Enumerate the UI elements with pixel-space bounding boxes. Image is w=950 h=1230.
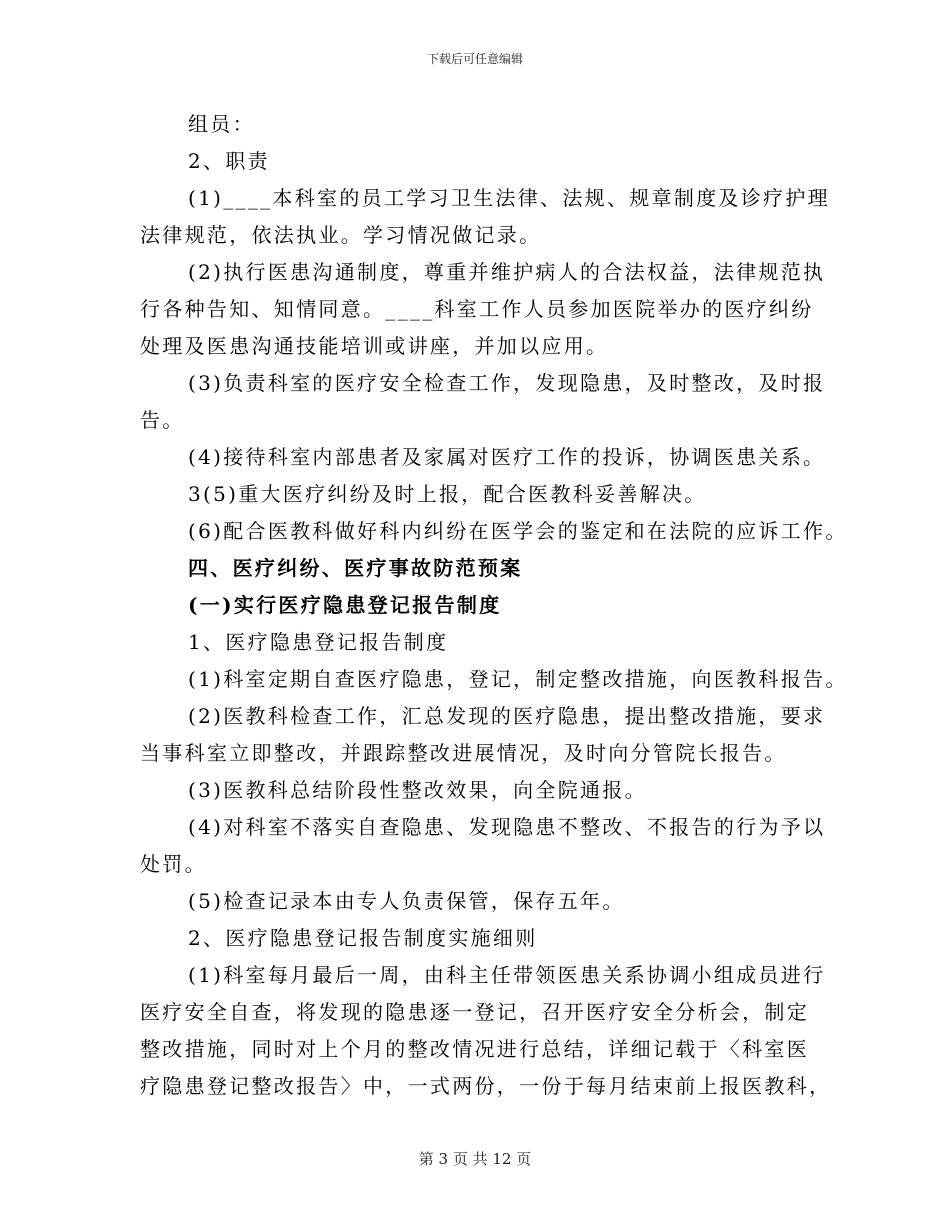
- text-line: (2)医教科检查工作，汇总发现的医疗隐患，提出整改措施，要求: [188, 704, 826, 728]
- text-line: 告。: [140, 408, 185, 432]
- page-header-note: 下载后可任意编辑: [426, 52, 523, 66]
- text-line: 医疗安全自查，将发现的隐患逐一登记，召开医疗安全分析会，制定: [140, 1000, 809, 1024]
- text-line: 行各种告知、知情同意。____科室工作人员参加医院举办的医疗纠纷: [140, 297, 814, 321]
- text-line: 组员：: [188, 112, 255, 136]
- text-line: 当事科室立即整改，并跟踪整改进展情况，及时向分管院长报告。: [140, 741, 787, 765]
- text-line: (1)____本科室的员工学习卫生法律、法规、规章制度及诊疗护理: [188, 186, 830, 210]
- section-heading: 四、医疗纠纷、医疗事故防范预案: [188, 556, 523, 580]
- text-line: (1)科室每月最后一周，由科主任带领医患关系协调小组成员进行: [188, 963, 826, 987]
- text-line: 整改措施，同时对上个月的整改情况进行总结，详细记载于〈科室医: [140, 1037, 809, 1061]
- text-line: 3(5)重大医疗纠纷及时上报，配合医教科妥善解决。: [188, 482, 707, 506]
- page-number: 第 3 页 共 12 页: [418, 1150, 532, 1168]
- text-line: 处理及医患沟通技能培训或讲座，并加以应用。: [140, 334, 609, 358]
- text-line: (3)医教科总结阶段性整改效果，向全院通报。: [188, 778, 647, 802]
- text-line: (1)科室定期自查医疗隐患，登记，制定整改措施，向医教科报告。: [188, 667, 848, 691]
- text-line: 法律规范，依法执业。学习情况做记录。: [140, 223, 542, 247]
- text-line: (4)接待科室内部患者及家属对医疗工作的投诉，协调医患关系。: [188, 445, 826, 469]
- text-line: 1、医疗隐患登记报告制度: [188, 630, 449, 654]
- text-line: 处罚。: [140, 852, 207, 876]
- text-line: (2)执行医患沟通制度，尊重并维护病人的合法权益，法律规范执: [188, 260, 826, 284]
- text-line: 疗隐患登记整改报告〉中，一式两份，一份于每月结束前上报医教科，: [140, 1074, 832, 1098]
- subsection-heading: (一)实行医疗隐患登记报告制度: [188, 593, 502, 617]
- text-line: (4)对科室不落实自查隐患、发现隐患不整改、不报告的行为予以: [188, 815, 826, 839]
- text-line: (6)配合医教科做好科内纠纷在医学会的鉴定和在法院的应诉工作。: [188, 519, 848, 543]
- text-line: (3)负责科室的医疗安全检查工作，发现隐患，及时整改，及时报: [188, 371, 826, 395]
- text-line: (5)检查记录本由专人负责保管，保存五年。: [188, 889, 625, 913]
- text-line: 2、医疗隐患登记报告制度实施细则: [188, 926, 538, 950]
- text-line: 2、职责: [188, 149, 270, 173]
